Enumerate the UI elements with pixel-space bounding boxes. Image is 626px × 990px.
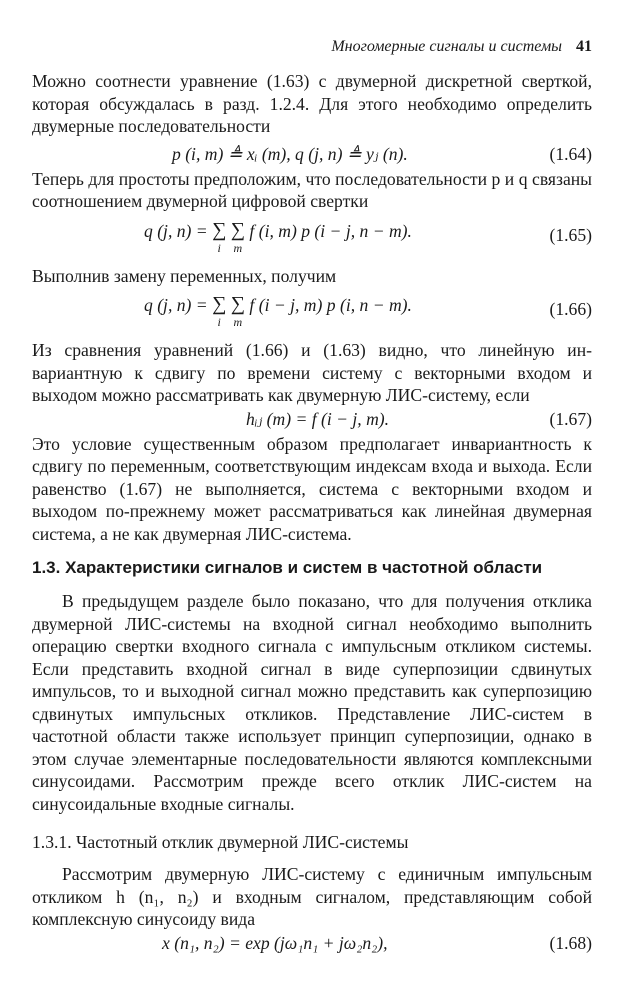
equation-1-65-rhs: f (i, m) p (i − j, n − m).: [249, 220, 412, 241]
equation-1-67-number: (1.67): [549, 408, 592, 429]
sum-sign: ∑: [230, 218, 246, 241]
running-title: Многомерные сигналы и системы: [331, 38, 562, 55]
equation-1-65-body: [144, 218, 412, 257]
sum-over-m: [230, 218, 246, 257]
sum-sign: ∑: [230, 293, 246, 315]
sum-index: m: [233, 315, 243, 329]
equation-1-64: [32, 142, 592, 168]
sum-sign: ∑: [212, 218, 227, 241]
equation-1-65-number: (1.65): [549, 224, 592, 245]
equation-1-66-lhs: q (j, n) =: [144, 295, 213, 315]
equation-1-67: [32, 407, 592, 433]
sum-index: i: [217, 315, 221, 329]
subsection-heading: 1.3.1. Частотный отклик двумерной ЛИС-системы: [32, 832, 409, 852]
page-body: [32, 70, 592, 957]
equation-1-66-body: [144, 295, 412, 331]
sum-over-m: [231, 295, 245, 331]
equation-1-64-number: (1.64): [549, 143, 592, 164]
equation-1-66: [32, 293, 592, 339]
equation-1-65: [32, 219, 592, 265]
section-heading: 1.3. Характеристики сигналов и систем в частотной области: [32, 558, 543, 577]
sum-sign: ∑: [212, 293, 227, 315]
paragraph-1: Можно соотнести уравнение (1.63) с двумерной дискретной сверткой, которая обсуждалась в разд. 1.2.4. Для этого необходимо определить двумерные последовательности: [32, 71, 592, 136]
equation-1-66-number: (1.66): [549, 299, 592, 319]
sum-index: m: [233, 240, 243, 255]
equation-1-67-body: hᵢⱼ (m) = f (i − j, m).: [246, 408, 390, 429]
sum-index: i: [217, 240, 221, 255]
sum-over-i: [212, 218, 227, 257]
paragraph-2: Теперь для простоты предположим, что последовательности p и q связаны соотношением двумерной цифровой свертки: [32, 168, 592, 211]
page-number: 41: [576, 38, 592, 55]
paragraph-5: Это условие существенным образом предполагает инвариантность к сдвигу по переменным, соответствующим индексам входа и выхода. Если равенство (1.67) не выполняется, система с векторными входом и выходом по-прежнему может рассматриваться как линейная двумерная система, а не как двумерная ЛИС-система.: [32, 433, 592, 544]
equation-1-66-rhs: f (i − j, m) p (i, n − m).: [249, 295, 412, 315]
equation-1-65-lhs: q (j, n) =: [144, 220, 213, 241]
paragraph-4: Из сравнения уравнений (1.66) и (1.63) видно, что линейную инвариантную к сдвигу по времени систему с векторными входом и выходом можно рассматривать как двумерную ЛИС-систему, если: [32, 340, 592, 405]
equation-1-64-body: p (i, m) ≜ xᵢ (m), q (j, n) ≜ yⱼ (n).: [172, 143, 408, 164]
equation-1-68: [32, 931, 592, 957]
paragraph-6: В предыдущем разделе было показано, что для получения отклика двумерной ЛИС-системы на входной сигнал необходимо выполнить операцию свертки входного сигнала с импульсным откликом системы. Если представить входной сигнал в виде суперпозиции сдвинутых импульсов, то и выходной сигнал можно представить как суперпозицию сдвинутых импульсных откликов. Представление ЛИС-систем в частотной области также использует принцип суперпозиции, однако в этом случае элементарные последовательности являются комплексными синусоидами. Рассмотрим прежде всего отклик ЛИС-систем на синусоидальные входные сигналы.: [32, 591, 592, 814]
equation-1-68-body: x (n₁, n₂) = exp (jω₁n₁ + jω₂n₂),: [162, 932, 388, 953]
paragraph-3: Выполнив замену переменных, получим: [32, 265, 337, 286]
sum-over-i: [212, 295, 226, 331]
paragraph-7: Рассмотрим двумерную ЛИС-систему с единичным импульсным откликом h (n₁, n₂) и входным сигналом, представляющим собой комплексную синусоиду вида: [32, 864, 592, 929]
equation-1-68-number: (1.68): [549, 932, 592, 953]
running-header: [331, 38, 592, 56]
